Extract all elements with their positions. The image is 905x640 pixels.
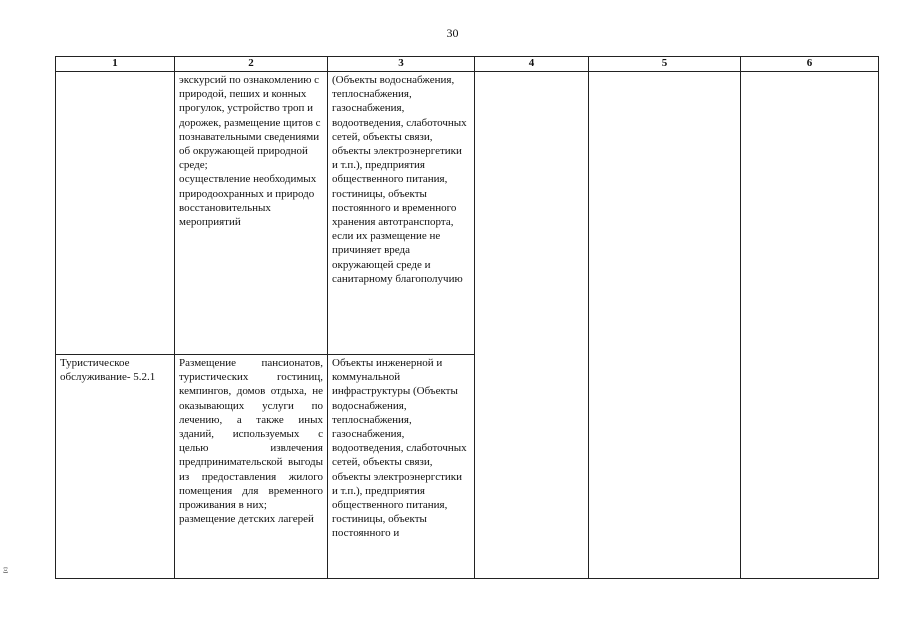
row2-use-type-text: Туристическое обслуживание- 5.2.1 [60, 357, 156, 384]
column-header-2: 2 [175, 57, 328, 72]
column-header-6: 6 [741, 57, 879, 72]
row1-allowed-objects-text: (Объекты водоснабжения, теплоснабжения, газоснабжения, водоотведения, слаботочных сетей, объекты связи, объекты электроэнергетики и т.п.), предприятия общественного питания, гостиницы, объекты постоянного и временного хранения автотранспорта, если их размещение не причиняет вреда окружающей среде и санитарному благополучию [332, 74, 467, 285]
row1-allowed-objects-cell [328, 72, 475, 355]
table-header-row [56, 57, 879, 72]
row1-col4-cell [475, 72, 589, 579]
row1-col6-cell [741, 72, 879, 579]
row2-use-type-cell [56, 355, 175, 579]
table-row [56, 72, 879, 355]
land-use-table [55, 56, 879, 579]
row2-description-paragraph-2: размещение детских лагерей [179, 513, 314, 526]
row1-use-type-cell [56, 72, 175, 355]
column-header-5: 5 [589, 57, 741, 72]
column-header-3: 3 [328, 57, 475, 72]
row1-description-cell [175, 72, 328, 355]
row2-allowed-objects-text: Объекты инженерной и коммунальной инфраструктуры (Объекты водоснабжения, теплоснабжения, газоснабжения, водоотведения, слаботочных сетей, объекты связи, объекты электроэнергстики и т.п.), предприятия общественного питания, гостиницы, объекты постоянного и [332, 357, 467, 540]
page-number: 30 [446, 26, 459, 40]
row1-col5-cell [589, 72, 741, 579]
column-header-4: 4 [475, 57, 589, 72]
row2-description-paragraph-1: Размещение пансионатов, туристических гостиниц, кемпингов, домов отдыха, не оказывающих услуги по лечению, а также иных зданий, используемых с целью извлечения предпринимательской выгоды из предоставления жилого помещения для временного проживания в них; [179, 357, 323, 512]
margin-mark: Ξ [3, 566, 9, 575]
row2-allowed-objects-cell [328, 355, 475, 579]
column-header-1: 1 [56, 57, 175, 72]
row1-description-paragraph-1: экскурсий по ознакомлению с природой, пеших и конных прогулок, устройство троп и дорожек, размещение щитов с познавательными сведениями об окружающей природной среде; [179, 74, 321, 172]
row2-description-cell [175, 355, 328, 579]
row1-description-paragraph-2: осуществление необходимых природоохранных и природо восстановительных мероприятий [179, 173, 317, 229]
